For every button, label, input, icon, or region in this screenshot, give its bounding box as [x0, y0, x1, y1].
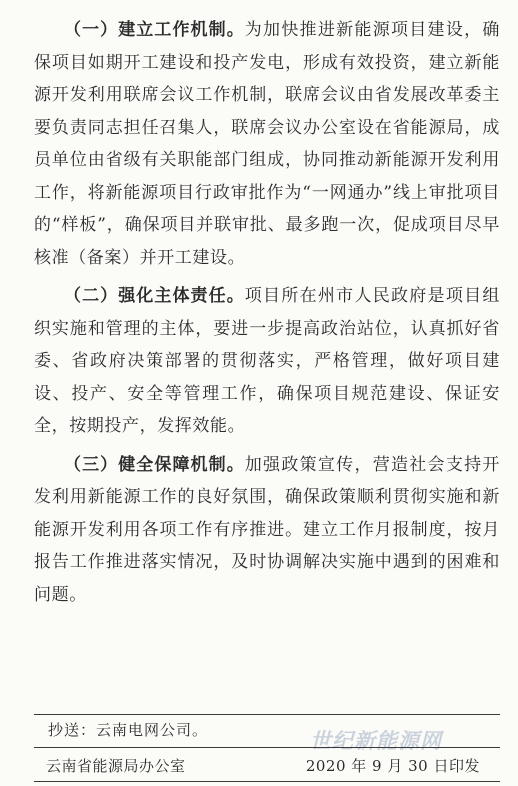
paragraph-heading: （一）建立工作机制。	[64, 20, 245, 40]
paragraph-guarantee-mechanism	[0, 449, 518, 612]
footer-middle-rule	[34, 747, 500, 748]
cc-line: 抄送：云南电网公司。	[48, 721, 209, 739]
document-body	[0, 14, 518, 611]
paragraph-heading: （三）健全保障机制。	[64, 454, 245, 475]
paragraph-body: 项目所在州市人民政府是项目组织实施和管理的主体，要进一步提高政治站位，认真抓好省委、省政府决策部署的贯彻落实，严格管理，做好项目建设、投产、安全等管理工作，确保项目规范建设、保证安全，按期投产，发挥效能。	[34, 286, 500, 436]
paragraph-main-responsibility	[0, 280, 518, 443]
issuing-office: 云南省能源局办公室	[46, 757, 186, 775]
watermark-text: 世纪新能源网	[310, 729, 442, 753]
paragraph-body: 为加快推进新能源项目建设，确保项目如期开工建设和投产发电，形成有效投资，建立新能源开发利用联席会议工作机制，联席会议由省发展改革委主要负责同志担任召集人，联席会议办公室设在省能源局，成员单位由省级有关职能部门组成，协同推动新能源开发利用工作，将新能源项目行政审批作为“一网通办”线上审批项目的“样板”，确保项目并联审批、最多跑一次，促成项目尽早核准（备案）并开工建设。	[34, 20, 500, 268]
watermark-logo	[306, 722, 496, 758]
paragraph-body: 加强政策宣传，营造社会支持开发利用新能源工作的良好氛围，确保政策顺利贯彻实施和新能源开发利用各项工作有序推进。建立工作月报制度，按月报告工作推进落实情况，及时协调解决实施中遇到的困难和问题。	[34, 454, 500, 605]
print-date: 2020 年 9 月 30 日印发	[305, 757, 480, 775]
paragraph-heading: （二）强化主体责任。	[64, 286, 245, 306]
footer-bottom-rule	[34, 781, 500, 782]
footer-top-rule	[34, 714, 500, 715]
paragraph-work-mechanism	[0, 14, 518, 274]
